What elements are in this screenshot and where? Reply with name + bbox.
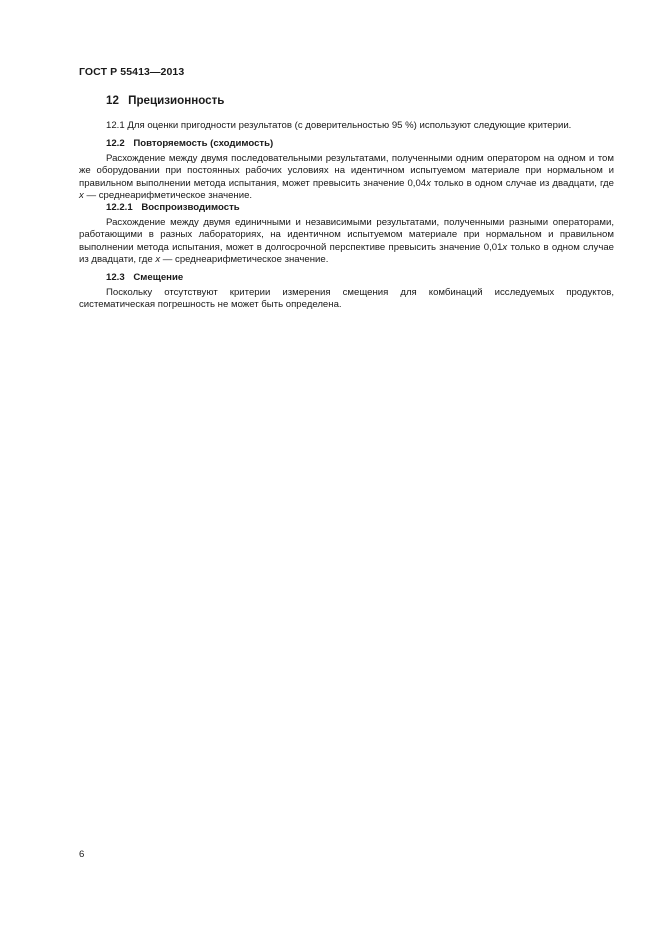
- intro-number: 12.1: [106, 120, 125, 131]
- reproducibility-variable-2: х: [155, 254, 161, 266]
- repeatability-text-middle: только в одном случае из двадцати, где: [430, 177, 614, 189]
- repeatability-number: 12.2: [106, 138, 125, 150]
- bias-number: 12.3: [106, 272, 125, 284]
- repeatability-title: Повторяемость (сходимость): [133, 138, 274, 150]
- page-number: 6: [79, 849, 85, 860]
- repeatability-heading: [106, 138, 614, 150]
- repeatability-text-before: Расхождение между двумя последовательными результатами, полученными одним оператором на одном и том же оборудовании при постоянных рабочих условиях на идентичном испытуемом материале при нормальном и правильном выполнении метода испытания, может превысить значение 0,04: [79, 152, 614, 189]
- section-number: 12: [106, 94, 119, 107]
- repeatability-variable-2: х: [79, 190, 84, 202]
- reproducibility-variable: х: [502, 241, 508, 253]
- repeatability-variable: х: [426, 177, 431, 189]
- reproducibility-text-middle: только в одном случае из двадцати, где: [79, 241, 614, 266]
- bias-heading: [106, 272, 614, 284]
- intro-paragraph: [79, 120, 614, 132]
- standard-code: ГОСТ Р 55413—2013: [79, 66, 185, 78]
- reproducibility-text-after: — среднеарифметическое значение.: [160, 254, 329, 266]
- document-content: [79, 93, 614, 312]
- section-title: Прецизионность: [128, 94, 225, 107]
- section-heading: [106, 93, 614, 109]
- repeatability-paragraph: [79, 153, 614, 203]
- reproducibility-heading: [106, 202, 614, 214]
- reproducibility-title: Воспроизводимость: [141, 202, 240, 214]
- repeatability-text-after: — среднеарифметическое значение.: [83, 190, 253, 202]
- intro-text: Для оценки пригодности результатов (с доверительностью 95 %) используют следующие критерии.: [127, 120, 572, 131]
- reproducibility-text-before: Расхождение между двумя единичными и независимыми результатами, полученными разными операторами, работающими в разных лабораториях, на идентичном испытуемом материале при нормальном и правильном выполнении метода испытания, может в долгосрочной перспективе превысить значение 0,01: [79, 216, 614, 253]
- bias-title: Смещение: [133, 272, 184, 284]
- reproducibility-number: 12.2.1: [106, 202, 133, 214]
- reproducibility-paragraph: [79, 217, 614, 267]
- bias-paragraph: Поскольку отсутствуют критерии измерения смещения для комбинаций исследуемых продуктов, систематическая погрешность не может быть определена.: [79, 286, 614, 311]
